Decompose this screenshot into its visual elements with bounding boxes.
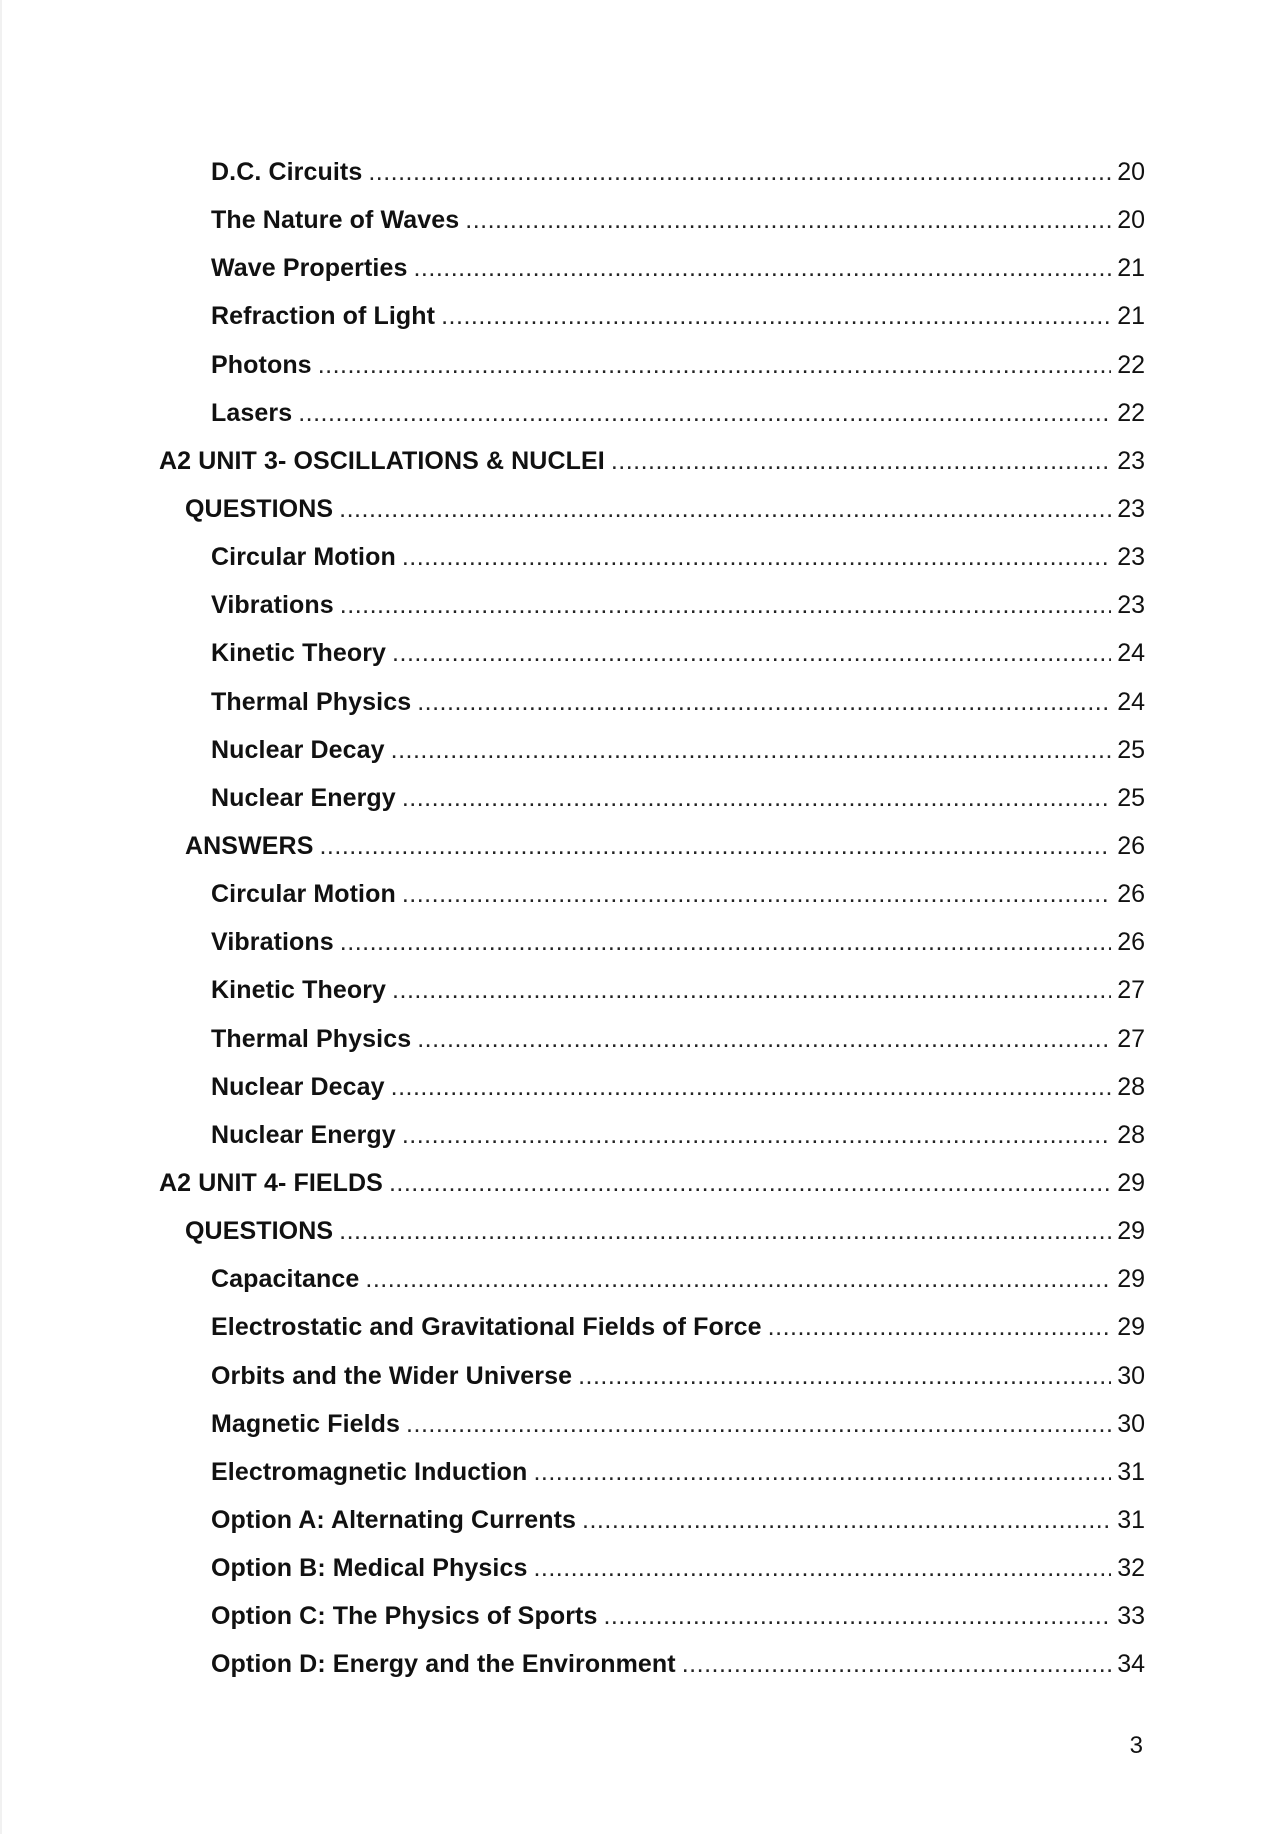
toc-dot-leader <box>402 774 1111 822</box>
toc-entry-title: Orbits and the Wider Universe <box>211 1361 573 1390</box>
toc-entry[interactable] <box>2 1544 1286 1592</box>
toc-entry[interactable] <box>2 966 1286 1014</box>
toc-dot-leader <box>340 581 1111 629</box>
toc-dot-leader <box>298 389 1111 437</box>
toc-entry-title: Thermal Physics <box>211 687 412 716</box>
page-number: 3 <box>1129 1732 1143 1759</box>
toc-entry[interactable] <box>2 485 1286 533</box>
toc-entry-page-number: 25 <box>1117 735 1145 764</box>
toc-entry-page-number: 29 <box>1117 1313 1145 1342</box>
toc-dot-leader <box>402 533 1111 581</box>
toc-dot-leader <box>417 678 1111 726</box>
toc-entry[interactable] <box>2 1640 1286 1688</box>
toc-entry-page-number: 23 <box>1117 591 1145 620</box>
toc-entry-title: Nuclear Decay <box>211 1072 385 1101</box>
toc-entry-title: Thermal Physics <box>211 1024 412 1053</box>
toc-entry-page-number: 28 <box>1117 1072 1145 1101</box>
toc-entry[interactable] <box>2 1303 1286 1351</box>
toc-entry-title: Photons <box>211 350 312 379</box>
toc-dot-leader <box>533 1544 1111 1592</box>
toc-entry-title: Kinetic Theory <box>211 976 387 1005</box>
toc-dot-leader <box>465 196 1111 244</box>
toc-entry-page-number: 30 <box>1117 1361 1145 1390</box>
toc-entry-title: The Nature of Waves <box>211 206 460 235</box>
toc-entry[interactable] <box>2 1496 1286 1544</box>
toc-entry-title: A2 UNIT 4- FIELDS <box>159 1168 383 1197</box>
toc-entry-title: Nuclear Energy <box>211 783 396 812</box>
toc-entry[interactable] <box>2 870 1286 918</box>
toc-entry[interactable] <box>2 1255 1286 1303</box>
toc-entry[interactable] <box>2 1015 1286 1063</box>
toc-entry-page-number: 27 <box>1117 976 1145 1005</box>
toc-entry-page-number: 26 <box>1117 928 1145 957</box>
toc-entry-title: Circular Motion <box>211 543 396 572</box>
toc-entry-title: Circular Motion <box>211 880 396 909</box>
toc-dot-leader <box>339 485 1111 533</box>
toc-entry-page-number: 29 <box>1117 1168 1145 1197</box>
toc-dot-leader <box>682 1640 1111 1688</box>
table-of-contents <box>2 148 1286 1689</box>
toc-entry-page-number: 23 <box>1117 446 1145 475</box>
toc-entry-page-number: 26 <box>1117 831 1145 860</box>
toc-entry-title: Nuclear Energy <box>211 1120 396 1149</box>
toc-dot-leader <box>391 726 1111 774</box>
toc-entry-page-number: 20 <box>1117 158 1145 186</box>
toc-entry-title: Kinetic Theory <box>211 639 387 668</box>
toc-entry[interactable] <box>2 533 1286 581</box>
toc-entry-title: Electrostatic and Gravitational Fields of Force <box>211 1313 762 1342</box>
toc-entry-page-number: 33 <box>1117 1602 1145 1631</box>
toc-entry-page-number: 30 <box>1117 1409 1145 1438</box>
toc-dot-leader <box>406 1400 1111 1448</box>
toc-dot-leader <box>611 437 1111 485</box>
toc-entry[interactable] <box>2 1592 1286 1640</box>
toc-entry[interactable] <box>2 1111 1286 1159</box>
toc-entry-title: Refraction of Light <box>211 302 436 331</box>
toc-entry[interactable] <box>2 389 1286 437</box>
toc-entry-title: Option A: Alternating Currents <box>211 1505 577 1534</box>
toc-entry-page-number: 29 <box>1117 1265 1145 1294</box>
toc-entry[interactable] <box>2 1400 1286 1448</box>
toc-dot-leader <box>413 244 1111 292</box>
toc-dot-leader <box>417 1015 1111 1063</box>
toc-dot-leader <box>392 966 1111 1014</box>
toc-entry[interactable] <box>2 341 1286 389</box>
toc-entry-page-number: 23 <box>1117 494 1145 523</box>
toc-dot-leader <box>402 870 1111 918</box>
toc-entry-page-number: 32 <box>1117 1554 1145 1583</box>
toc-entry[interactable] <box>2 629 1286 677</box>
toc-entry-title: Lasers <box>211 398 293 427</box>
toc-entry-page-number: 20 <box>1117 206 1145 235</box>
toc-entry[interactable] <box>2 918 1286 966</box>
toc-entry-page-number: 31 <box>1117 1457 1145 1486</box>
toc-entry-title: Wave Properties <box>211 254 408 283</box>
toc-dot-leader <box>603 1592 1111 1640</box>
toc-entry-title: Electromagnetic Induction <box>211 1457 528 1486</box>
toc-entry-title: Nuclear Decay <box>211 735 385 764</box>
toc-entry-page-number: 22 <box>1117 398 1145 427</box>
toc-dot-leader <box>391 1063 1111 1111</box>
toc-dot-leader <box>319 822 1111 870</box>
toc-entry-page-number: 26 <box>1117 880 1145 909</box>
toc-dot-leader <box>318 341 1111 389</box>
toc-entry-title: Option B: Medical Physics <box>211 1554 528 1583</box>
toc-entry-page-number: 21 <box>1117 254 1145 283</box>
toc-entry-title: A2 UNIT 3- OSCILLATIONS & NUCLEI <box>159 446 605 475</box>
toc-dot-leader <box>340 918 1111 966</box>
toc-entry-title: Capacitance <box>211 1265 360 1294</box>
toc-entry-page-number: 24 <box>1117 687 1145 716</box>
toc-dot-leader <box>368 148 1111 196</box>
toc-entry-title: Option C: The Physics of Sports <box>211 1602 598 1631</box>
toc-entry[interactable] <box>2 1207 1286 1255</box>
toc-entry-title: ANSWERS <box>185 831 314 860</box>
toc-dot-leader <box>533 1448 1111 1496</box>
toc-entry[interactable] <box>2 1448 1286 1496</box>
toc-dot-leader <box>441 292 1111 340</box>
toc-dot-leader <box>402 1111 1111 1159</box>
toc-entry-title: Magnetic Fields <box>211 1409 401 1438</box>
toc-entry-page-number: 22 <box>1117 350 1145 379</box>
toc-entry[interactable] <box>2 581 1286 629</box>
toc-entry-page-number: 24 <box>1117 639 1145 668</box>
toc-entry[interactable] <box>2 148 1286 196</box>
toc-entry[interactable] <box>2 196 1286 244</box>
toc-dot-leader <box>768 1303 1111 1351</box>
toc-entry[interactable] <box>2 437 1286 485</box>
toc-entry-title: Vibrations <box>211 928 334 957</box>
toc-entry-title: Vibrations <box>211 591 334 620</box>
toc-entry-page-number: 25 <box>1117 783 1145 812</box>
toc-entry[interactable] <box>2 678 1286 726</box>
toc-dot-leader <box>392 629 1111 677</box>
toc-entry[interactable] <box>2 774 1286 822</box>
toc-entry[interactable] <box>2 292 1286 340</box>
toc-dot-leader <box>339 1207 1111 1255</box>
toc-entry[interactable] <box>2 726 1286 774</box>
toc-entry[interactable] <box>2 822 1286 870</box>
toc-entry-page-number: 29 <box>1117 1217 1145 1246</box>
toc-entry-title: QUESTIONS <box>185 494 334 523</box>
toc-dot-leader <box>365 1255 1111 1303</box>
toc-entry-page-number: 27 <box>1117 1024 1145 1053</box>
toc-entry-page-number: 31 <box>1117 1505 1145 1534</box>
toc-dot-leader <box>582 1496 1111 1544</box>
toc-entry-page-number: 23 <box>1117 543 1145 572</box>
toc-entry-page-number: 28 <box>1117 1120 1145 1149</box>
toc-entry-title: Option D: Energy and the Environment <box>211 1650 676 1679</box>
toc-entry-page-number: 21 <box>1117 302 1145 331</box>
toc-entry[interactable] <box>2 244 1286 292</box>
toc-dot-leader <box>389 1159 1111 1207</box>
toc-entry-page-number: 34 <box>1117 1650 1145 1679</box>
toc-entry[interactable] <box>2 1063 1286 1111</box>
toc-entry-title: D.C. Circuits <box>211 158 363 186</box>
toc-dot-leader <box>578 1352 1111 1400</box>
toc-entry-title: QUESTIONS <box>185 1217 334 1246</box>
toc-entry[interactable] <box>2 1352 1286 1400</box>
toc-entry[interactable] <box>2 1159 1286 1207</box>
